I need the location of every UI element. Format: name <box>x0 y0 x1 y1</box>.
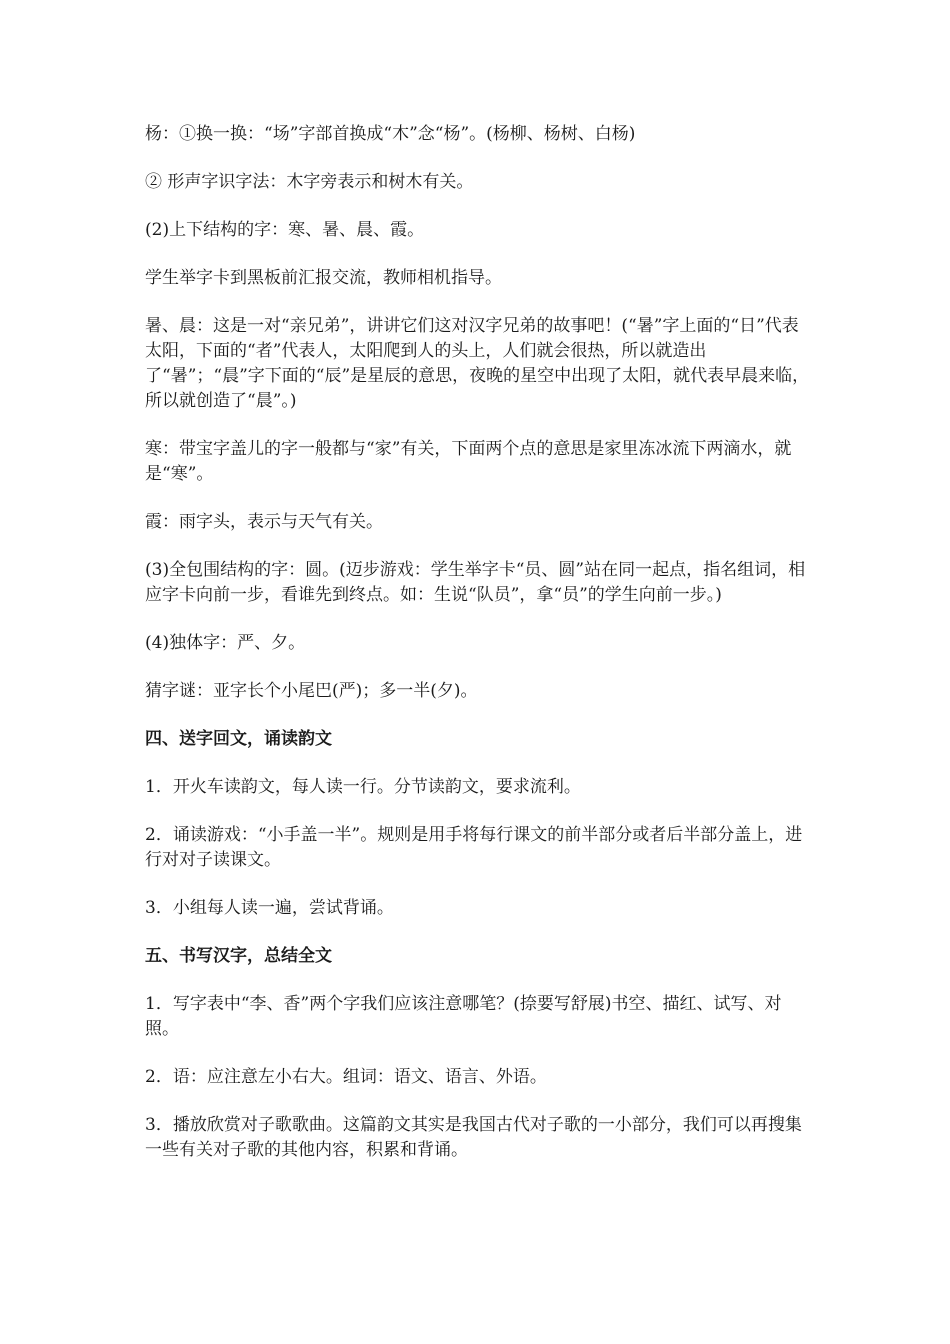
section-heading-4: 四、送字回文，诵读韵文 <box>145 729 332 749</box>
section4-item-1: 1．开火车读韵文，每人读一行。分节读韵文，要求流利。 <box>145 777 581 797</box>
paragraph-han: 寒：带宝字盖儿的字一般都与“家”有关，下面两个点的意思是家里冻冰流下两滴水，就是“寒”。 <box>145 439 792 484</box>
paragraph-zika: 学生举字卡到黑板前汇报交流，教师相机指导。 <box>145 268 502 288</box>
paragraph-xia: 霞：雨字头，表示与天气有关。 <box>145 512 383 532</box>
paragraph-zimi: 猜字谜：亚字长个小尾巴(严)；多一半(夕)。 <box>145 681 478 701</box>
paragraph-xingsheng: ② 形声字识字法：木字旁表示和树木有关。 <box>145 172 474 192</box>
paragraph-shangxia: (2)上下结构的字：寒、暑、晨、霞。 <box>145 220 425 240</box>
section5-item-2: 2．语：应注意左小右大。组词：语文、语言、外语。 <box>145 1067 547 1087</box>
section4-item-3: 3．小组每人读一遍，尝试背诵。 <box>145 898 394 918</box>
paragraph-yang: 杨：①换一换：“场”字部首换成“木”念“杨”。(杨柳、杨树、白杨) <box>145 124 636 144</box>
section5-item-3: 3．播放欣赏对子歌歌曲。这篇韵文其实是我国古代对子歌的一小部分，我们可以再搜集一些有关对子歌的其他内容，积累和背诵。 <box>145 1115 802 1160</box>
paragraph-duti: (4)独体字：严、夕。 <box>145 633 306 653</box>
section4-item-2: 2．诵读游戏：“小手盖一半”。规则是用手将每行课文的前半部分或者后半部分盖上，进行对对子读课文。 <box>145 825 803 870</box>
paragraph-shu-chen: 暑、晨：这是一对“亲兄弟”，讲讲它们这对汉字兄弟的故事吧！(“暑”字上面的“日”代表太阳，下面的“者”代表人，太阳爬到人的头上，人们就会很热，所以就造出了“暑”；“晨”字下面的“辰”是星辰的意思，夜晚的星空中出现了太阳，就代表早晨来临，所以就创造了“晨”。) <box>145 316 810 411</box>
section5-item-1: 1．写字表中“李、香”两个字我们应该注意哪笔？(捺要写舒展)书空、描红、试写、对照。 <box>145 994 782 1039</box>
section-heading-5: 五、书写汉字，总结全文 <box>145 946 332 966</box>
paragraph-quanbaowei: (3)全包围结构的字：圆。(迈步游戏：学生举字卡“员、圆”站在同一起点，指名组词，相应字卡向前一步，看谁先到终点。如：生说“队员”，拿“员”的学生向前一步。) <box>145 560 806 605</box>
document-page <box>145 122 810 1186</box>
